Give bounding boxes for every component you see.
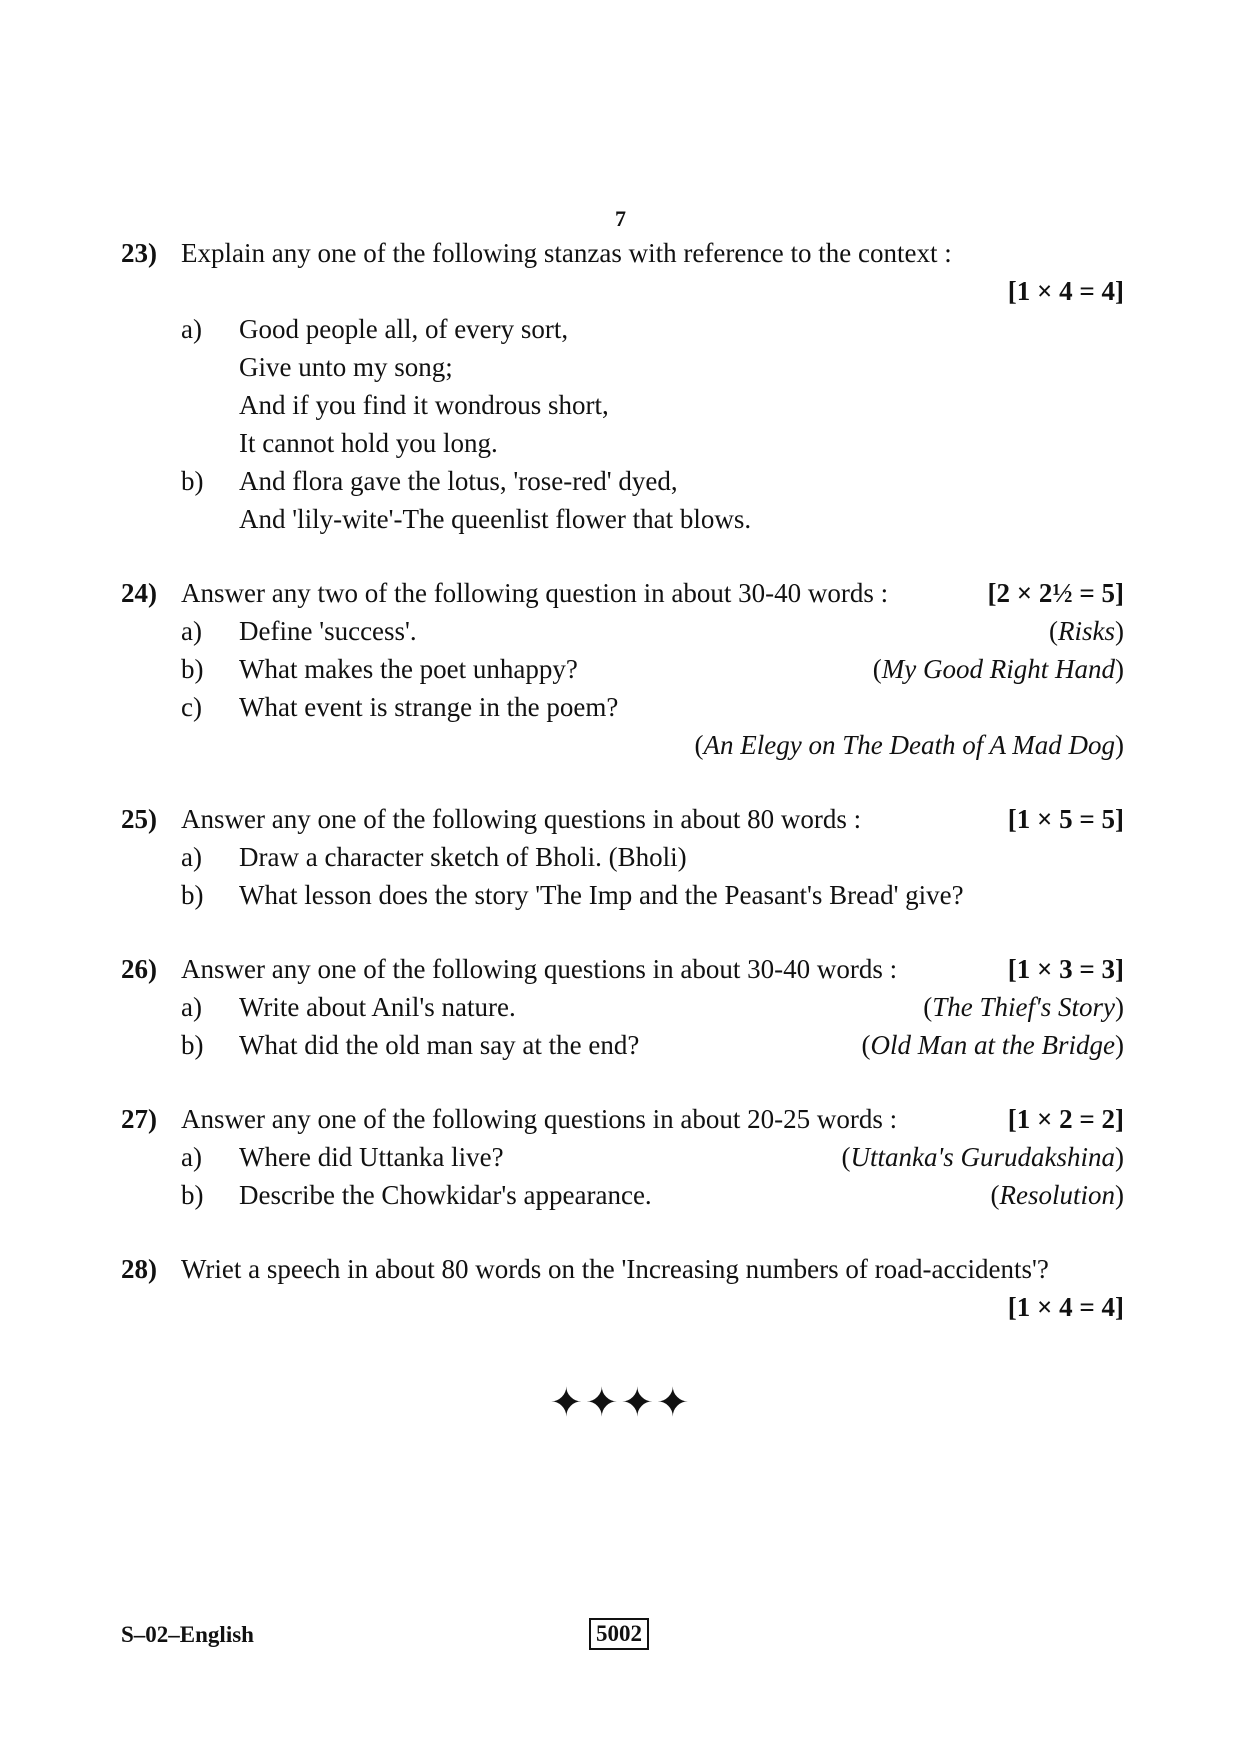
option-label: a) (181, 1142, 202, 1172)
stanza-line: Give unto my song; (239, 352, 453, 382)
question-text: Answer any one of the following questions in about 20-25 words : (181, 1104, 898, 1134)
option-label: a) (181, 616, 202, 646)
option-text: What makes the poet unhappy? (239, 654, 578, 684)
option-text: Define 'success'. (239, 616, 417, 646)
option-label: b) (181, 1180, 204, 1210)
stanza-line: Good people all, of every sort, (239, 314, 569, 344)
question-26 (121, 950, 1124, 1064)
question-25 (121, 800, 1124, 914)
option-text: Describe the Chowkidar's appearance. (239, 1180, 652, 1210)
marks: [1 × 3 = 3] (1007, 954, 1124, 984)
question-27 (121, 1100, 1124, 1214)
stanza-line: And if you find it wondrous short, (239, 390, 609, 420)
question-number: 24) (121, 578, 157, 608)
option-label: a) (181, 314, 202, 344)
question-number: 26) (121, 954, 157, 984)
question-23 (121, 234, 1124, 538)
marks: [1 × 2 = 2] (1007, 1104, 1124, 1134)
end-ornament: ✦✦✦✦ (549, 1380, 692, 1426)
footer-subject-code: S–02–English (121, 1622, 254, 1647)
option-text: What event is strange in the poem? (239, 692, 619, 722)
question-28 (121, 1250, 1124, 1326)
question-number: 23) (121, 238, 157, 268)
option-label: c) (181, 692, 202, 722)
source-title: (Risks) (1049, 616, 1124, 646)
question-number: 28) (121, 1254, 157, 1284)
marks: [1 × 4 = 4] (1007, 1292, 1124, 1322)
stanza-line: And 'lily-wite'-The queenlist flower that blows. (239, 504, 752, 534)
source-title: (The Thief's Story) (923, 992, 1124, 1022)
source-title: (An Elegy on The Death of A Mad Dog) (694, 730, 1124, 760)
question-text: Answer any one of the following questions in about 30-40 words : (181, 954, 898, 984)
option-text: What did the old man say at the end? (239, 1030, 640, 1060)
question-text: Answer any one of the following questions in about 80 words : (181, 804, 862, 834)
option-text: Write about Anil's nature. (239, 992, 516, 1022)
question-text: Explain any one of the following stanzas with reference to the context : (181, 238, 952, 268)
marks: [1 × 4 = 4] (1007, 276, 1124, 306)
marks: [2 × 2½ = 5] (987, 578, 1124, 608)
option-text: Draw a character sketch of Bholi. (Bholi) (239, 842, 687, 872)
option-text: Where did Uttanka live? (239, 1142, 504, 1172)
question-number: 25) (121, 804, 157, 834)
source-title: (Uttanka's Gurudakshina) (841, 1142, 1124, 1172)
source-title: (Old Man at the Bridge) (861, 1030, 1124, 1060)
question-text: Wriet a speech in about 80 words on the 'Increasing numbers of road-accidents'? (181, 1254, 1049, 1284)
marks: [1 × 5 = 5] (1007, 804, 1124, 834)
source-title: (My Good Right Hand) (872, 654, 1124, 684)
question-24 (121, 574, 1124, 764)
stanza-line: It cannot hold you long. (239, 428, 498, 458)
page-number: 7 (615, 206, 626, 231)
option-label: a) (181, 842, 202, 872)
question-number: 27) (121, 1104, 157, 1134)
option-text: What lesson does the story 'The Imp and the Peasant's Bread' give? (239, 880, 964, 910)
source-title: (Resolution) (990, 1180, 1124, 1210)
option-label: b) (181, 880, 204, 910)
option-label: b) (181, 466, 204, 496)
option-label: b) (181, 1030, 204, 1060)
option-label: a) (181, 992, 202, 1022)
stanza-line: And flora gave the lotus, 'rose-red' dyed, (239, 466, 678, 496)
footer-paper-code: 5002 (589, 1618, 649, 1650)
question-text: Answer any two of the following question in about 30-40 words : (181, 578, 889, 608)
option-label: b) (181, 654, 204, 684)
